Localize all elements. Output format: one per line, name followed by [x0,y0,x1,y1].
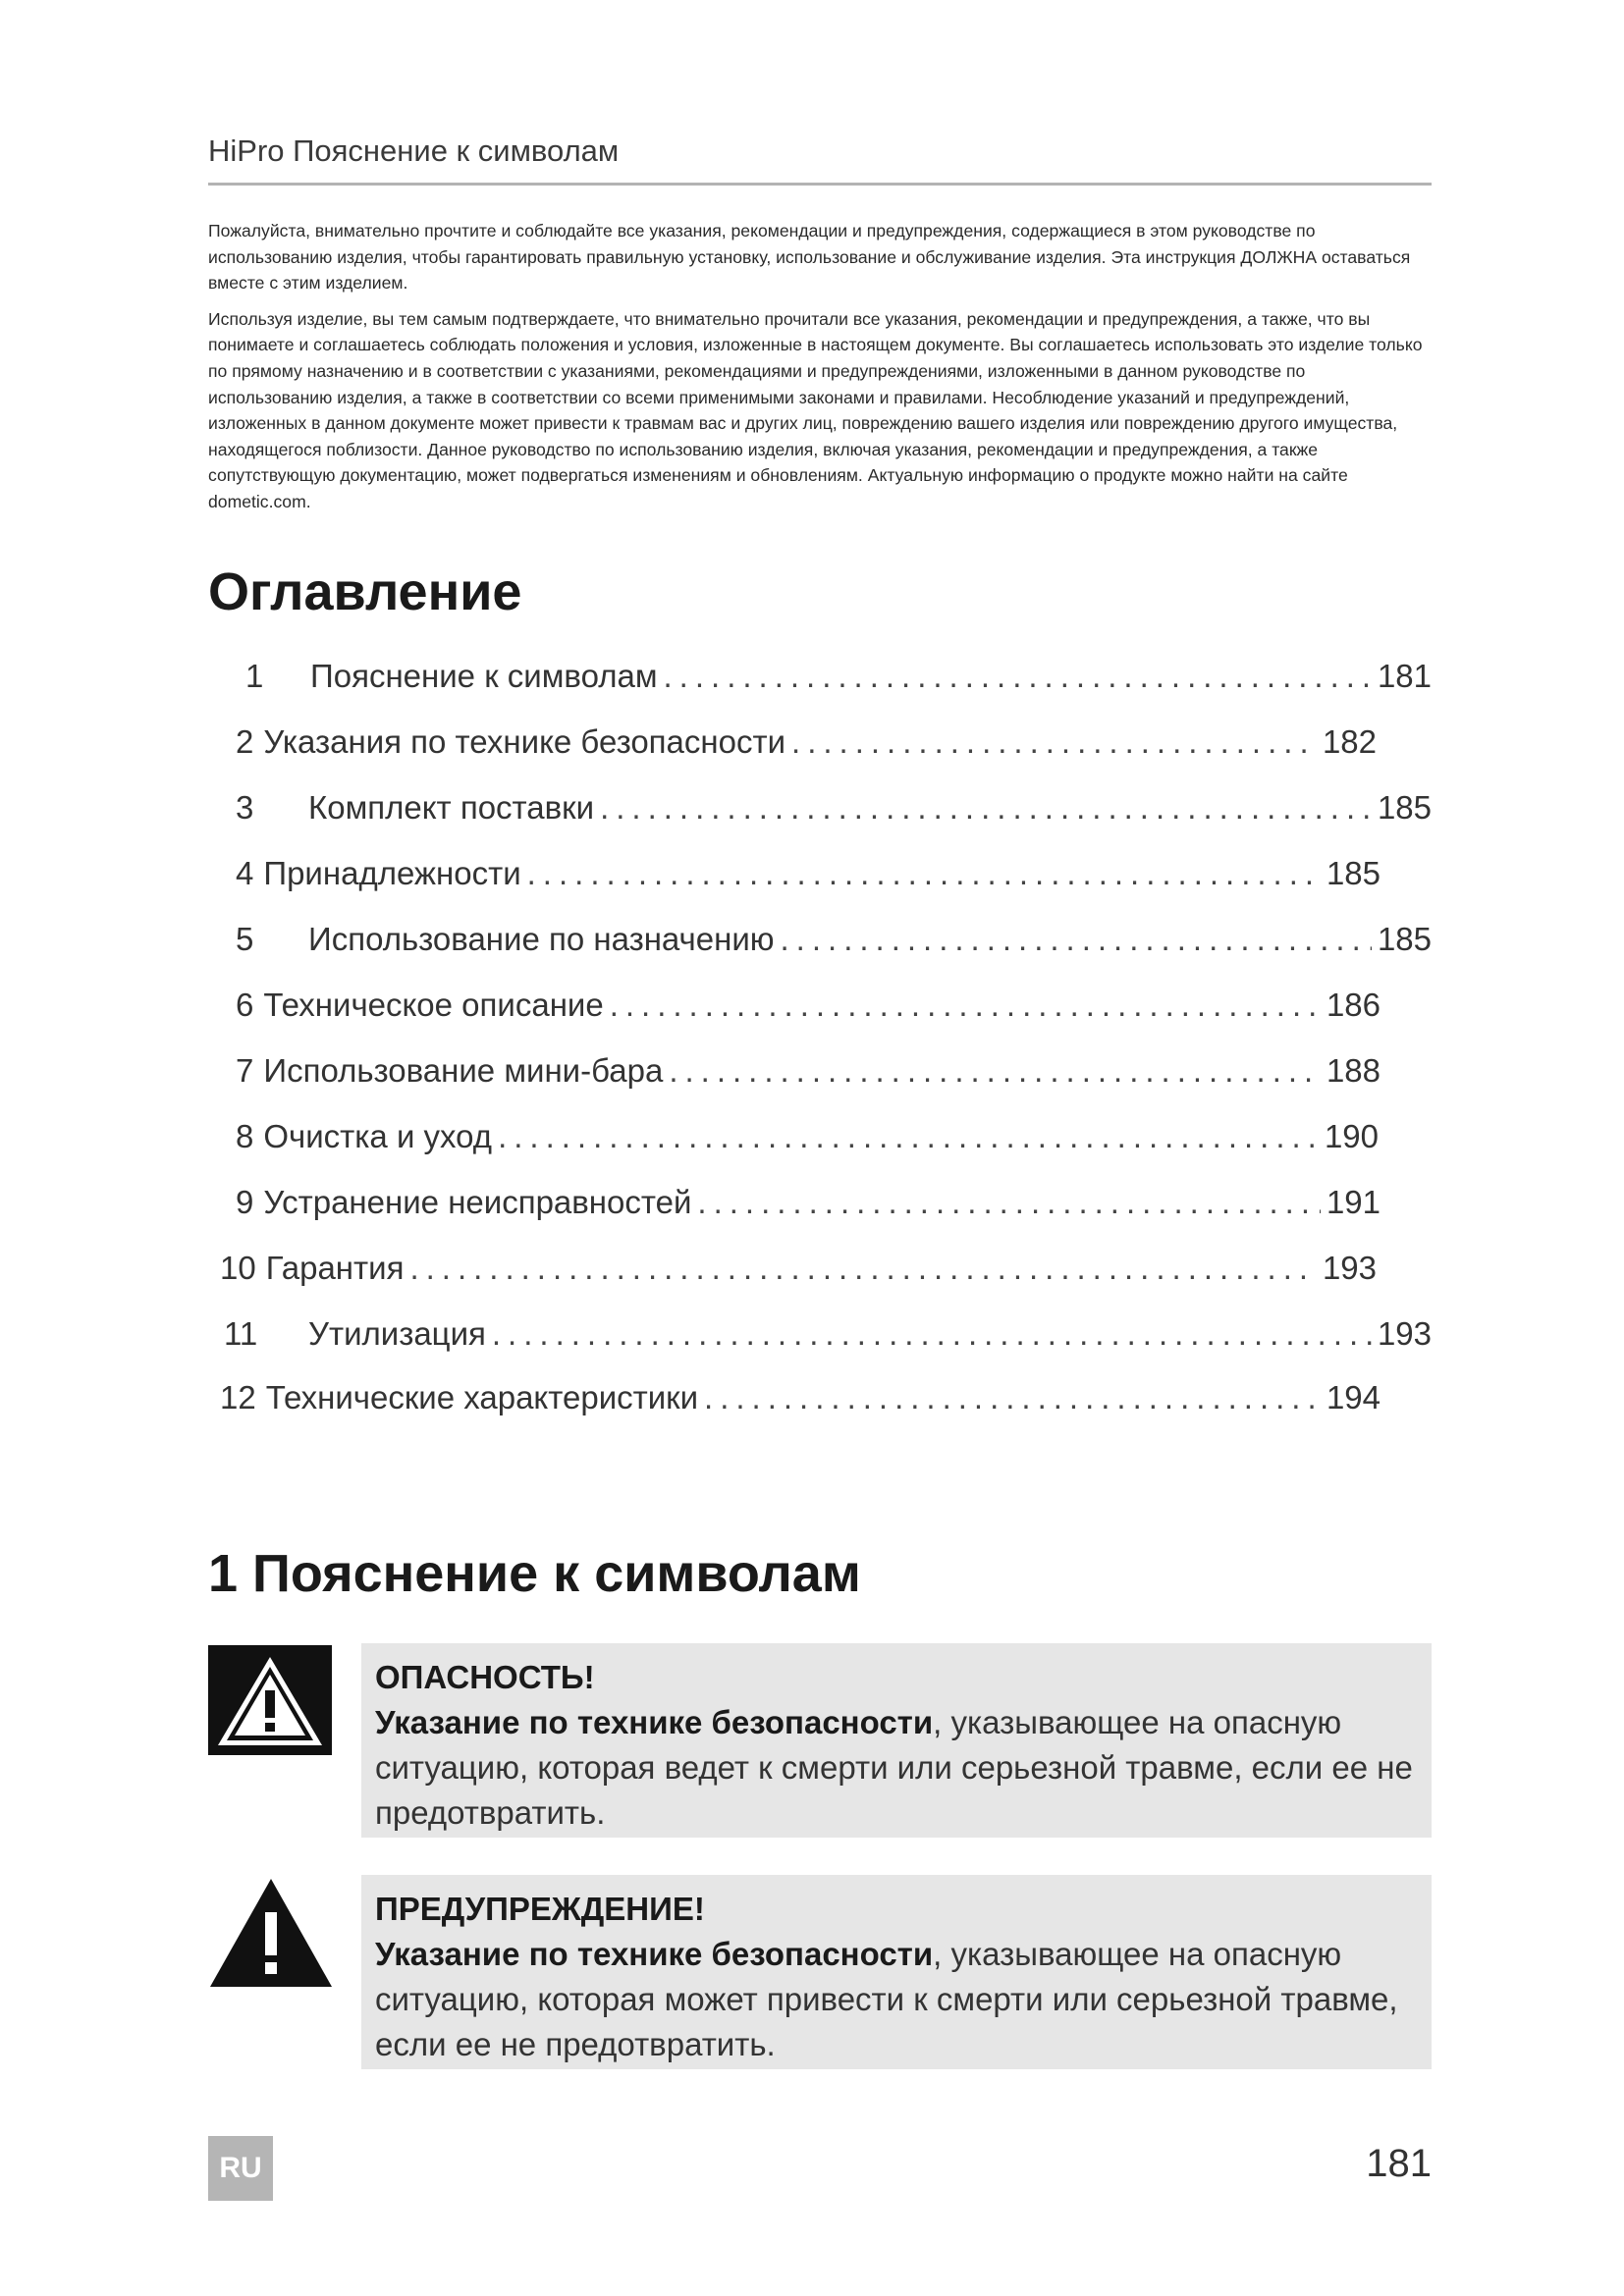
toc-entry-page: 186 [1326,987,1380,1023]
toc-entry-number: 4 [236,855,254,891]
toc-entry-page: 182 [1322,723,1377,760]
toc-entry-page: 190 [1324,1118,1379,1154]
notice-emphasis: Указание по технике безопасности [375,1704,934,1740]
danger-notice [361,1643,1432,1838]
intro-paragraph: Используя изделие, вы тем самым подтверждаете, что внимательно прочитали все указания, рекомендации и предупреждения, а также, что вы понимаете и соглашаетесь соблюдать положения и условия, изложенные в настоящем документе. Вы соглашаетесь использовать это изделие только по прямому назначению и в соответствии с указаниями, рекомендациями и предупреждениями, изложенными в данном руководстве по использованию изделия, а также в соответствии со всеми применимыми законами и правилами. Несоблюдение указаний и предупреждений, изложенных в данном документе может привести к травмам вас и других лиц, повреждению вашего изделия или повреждению другого имущества, находящегося поблизости. Данное руководство по использованию изделия, включая указания, рекомендации и предупреждения, а также сопутствующую документацию, может подвергаться изменениям и обновлениям. Актуальную информацию о продукте можно найти на сайте dometic.com. [208,308,1423,511]
toc-entry-number: 9 [236,1184,254,1220]
toc-leader-dots [610,987,1321,1024]
toc-entry-number: 6 [236,987,254,1023]
warning-icon [208,1877,332,2001]
toc-entry-number: 8 [236,1118,254,1154]
toc-leader-dots [527,855,1321,892]
toc-entry-title: Указания по технике безопасности [263,723,786,760]
toc-entry-number: 2 [236,723,254,760]
toc-entry-number: 12 [220,1379,256,1415]
intro-paragraph: Пожалуйста, внимательно прочтите и соблюдайте все указания, рекомендации и предупреждения, содержащиеся в этом руководстве по использованию изделия, чтобы гарантировать правильную установку, использование и обслуживание изделия. Эта инструкция ДОЛЖНА оставаться вместе с этим изделием. [208,221,1411,294]
toc-entry-number: 1 [245,658,264,694]
toc-leader-dots [791,723,1317,761]
toc-entry-number: 7 [236,1052,254,1089]
notice-heading: ОПАСНОСТЬ! [375,1659,595,1695]
toc-entry[interactable] [220,1379,1380,1422]
toc-entry[interactable] [236,855,1380,898]
notice-text: , указывающее на опасную ситуацию, которая ведет к смерти или серьезной травме, если ее не предотвратить. [375,1704,1413,1831]
toc-entry-number: 3 [236,789,254,826]
toc-entry-title: Технические характеристики [265,1379,699,1415]
toc-leader-dots [697,1184,1321,1221]
running-header: HiPro Пояснение к символам [208,133,620,168]
toc-entry-page: 193 [1377,1315,1432,1352]
toc-leader-dots [600,789,1372,827]
toc-leader-dots [781,921,1372,958]
toc-entry-title: Использование мини-бара [263,1052,664,1089]
page-number: 181 [1366,2142,1432,2185]
warning-notice [361,1875,1432,2069]
notice-text: , указывающее на опасную ситуацию, которая может привести к смерти или серьезной травме, если ее не предотвратить. [375,1936,1398,2062]
notice-emphasis: Указание по технике безопасности [375,1936,934,1972]
toc-entry-page: 185 [1377,921,1432,957]
toc-entry-page: 194 [1326,1379,1380,1415]
toc-entry-title: Устранение неисправностей [263,1184,692,1220]
toc-entry-number: 5 [236,921,254,957]
toc-entry-page: 188 [1326,1052,1380,1089]
toc-leader-dots [664,658,1372,695]
toc-entry-page: 191 [1326,1184,1380,1220]
toc-entry-number: 11 [224,1315,258,1352]
notice-heading: ПРЕДУПРЕЖДЕНИЕ! [375,1891,705,1927]
toc-entry-page: 181 [1377,658,1432,694]
toc-entry-page: 185 [1326,855,1380,891]
section-title: 1 Пояснение к символам [208,1544,861,1603]
toc-entry-title: Использование по назначению [308,921,775,957]
language-badge: RU [208,2136,273,2201]
toc-leader-dots [498,1118,1319,1155]
toc-entry[interactable] [220,1250,1377,1293]
toc-leader-dots [409,1250,1317,1287]
toc-entry-title: Очистка и уход [263,1118,493,1154]
toc-entry[interactable] [236,921,1432,964]
toc-entry-title: Принадлежности [263,855,521,891]
toc-entry[interactable] [236,723,1377,767]
toc-entry[interactable] [245,658,1432,701]
toc-entry-number: 10 [220,1250,256,1286]
toc-leader-dots [704,1379,1321,1416]
toc-entry-title: Гарантия [265,1250,405,1286]
toc-title: Оглавление [208,562,522,621]
toc-entry[interactable] [236,789,1432,832]
toc-entry[interactable] [236,1118,1379,1161]
toc-entry-page: 193 [1322,1250,1377,1286]
toc-entry-title: Утилизация [308,1315,486,1352]
toc-entry-title: Пояснение к символам [310,658,658,694]
toc-entry[interactable] [236,1052,1380,1095]
toc-entry-page: 185 [1377,789,1432,826]
toc-leader-dots [669,1052,1321,1090]
toc-entry[interactable] [236,1184,1380,1227]
toc-entry[interactable] [236,987,1380,1030]
toc-leader-dots [492,1315,1372,1353]
toc-entry[interactable] [224,1315,1432,1359]
toc-entry-title: Техническое описание [263,987,604,1023]
toc-entry-title: Комплект поставки [308,789,595,826]
danger-icon [208,1645,332,1769]
